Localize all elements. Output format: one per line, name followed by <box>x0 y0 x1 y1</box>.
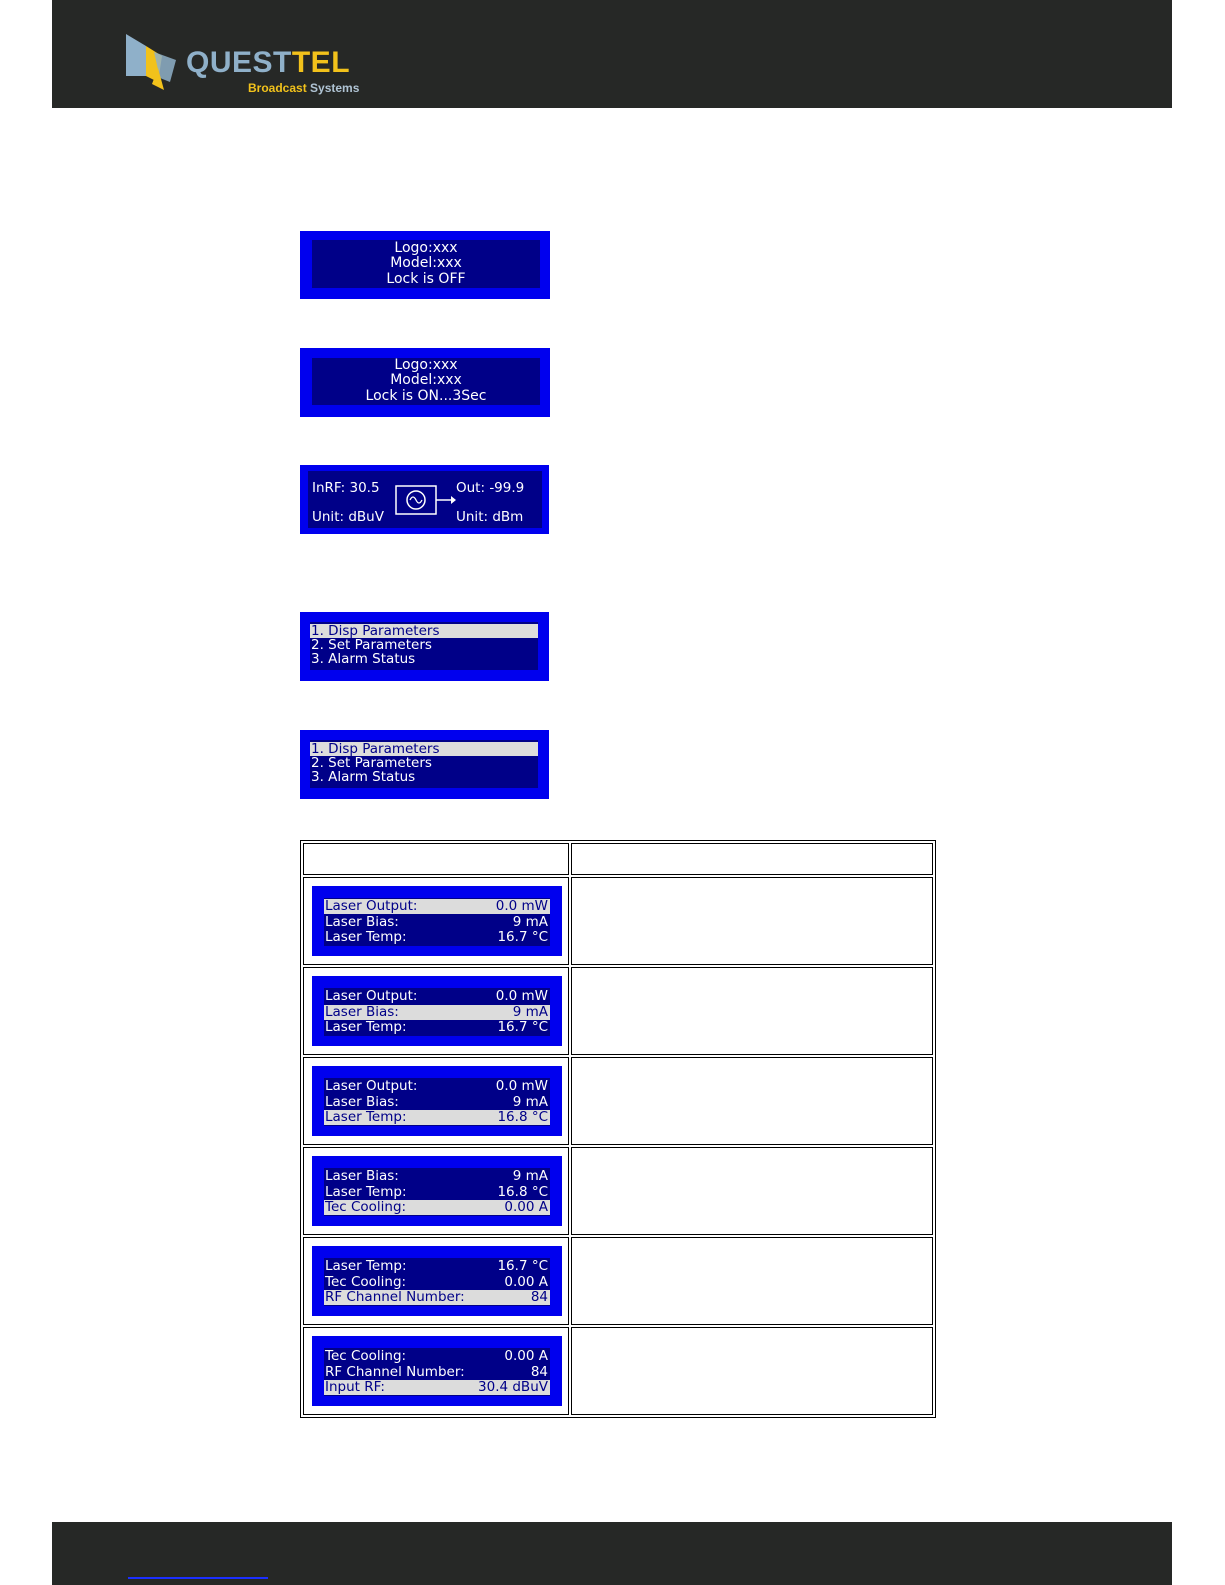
table-row-description <box>571 967 933 1055</box>
param-row: Laser Temp: 16.8 °C <box>325 1184 548 1200</box>
input-rf-unit: Unit: dBuV <box>312 509 384 525</box>
param-row: Tec Cooling: 0.00 A <box>325 1199 548 1215</box>
brand-subtitle: Broadcast Systems <box>248 81 360 95</box>
param-row: Laser Output: 0.0 mW <box>325 898 548 914</box>
param-row: Laser Temp: 16.8 °C <box>325 1109 548 1125</box>
questtel-logo-icon <box>124 32 180 90</box>
table-row-screen <box>303 877 569 965</box>
param-row: Tec Cooling: 0.00 A <box>325 1348 548 1364</box>
param-row: Laser Bias: 9 mA <box>325 914 548 930</box>
lcd-parameters <box>312 1066 562 1136</box>
lcd-parameters <box>312 886 562 956</box>
amplifier-icon <box>395 485 457 515</box>
table-row-description <box>571 1057 933 1145</box>
menu-item-set-parameters[interactable]: 2. Set Parameters <box>311 637 432 653</box>
lcd-line-logo: Logo:xxx <box>394 357 458 373</box>
output-rf-unit: Unit: dBm <box>456 509 524 525</box>
table-row-screen <box>303 1327 569 1415</box>
parameters-table <box>300 840 936 1418</box>
lcd-line-model: Model:xxx <box>390 255 462 271</box>
param-row: Input RF: 30.4 dBuV <box>325 1379 548 1395</box>
lcd-lock-on <box>300 348 550 417</box>
output-rf-value: Out: -99.9 <box>456 480 525 496</box>
param-row: RF Channel Number: 84 <box>325 1364 548 1380</box>
table-row-screen <box>303 1057 569 1145</box>
param-row: Laser Temp: 16.7 °C <box>325 929 548 945</box>
param-row: Laser Bias: 9 mA <box>325 1168 548 1184</box>
lcd-rf-status <box>300 465 549 534</box>
brand-name: QUESTTEL <box>186 46 351 79</box>
param-row: RF Channel Number: 84 <box>325 1289 548 1305</box>
input-rf-value: InRF: 30.5 <box>312 480 380 496</box>
lcd-parameters <box>312 1156 562 1226</box>
param-row: Laser Bias: 9 mA <box>325 1094 548 1110</box>
param-row: Tec Cooling: 0.00 A <box>325 1274 548 1290</box>
lcd-lock-off <box>300 231 550 299</box>
footer-bar <box>52 1522 1172 1585</box>
param-row: Laser Temp: 16.7 °C <box>325 1258 548 1274</box>
table-row-description <box>571 1327 933 1415</box>
lcd-main-menu-2 <box>300 730 549 799</box>
lcd-line-logo: Logo:xxx <box>394 240 458 256</box>
param-row: Laser Output: 0.0 mW <box>325 1078 548 1094</box>
lcd-line-lock: Lock is ON...3Sec <box>365 388 487 404</box>
param-row: Laser Bias: 9 mA <box>325 1004 548 1020</box>
menu-item-disp-parameters[interactable]: 1. Disp Parameters <box>310 624 538 638</box>
lcd-line-model: Model:xxx <box>390 372 462 388</box>
footer-link-underline[interactable] <box>128 1577 268 1579</box>
lcd-parameters <box>312 1246 562 1316</box>
table-row-description <box>571 877 933 965</box>
table-row-description <box>571 1237 933 1325</box>
menu-item-set-parameters[interactable]: 2. Set Parameters <box>311 755 432 771</box>
lcd-line-lock: Lock is OFF <box>386 271 466 287</box>
table-row-screen <box>303 1237 569 1325</box>
table-header-cell <box>303 843 569 875</box>
menu-item-alarm-status[interactable]: 3. Alarm Status <box>311 769 416 785</box>
menu-item-disp-parameters[interactable]: 1. Disp Parameters <box>310 742 538 756</box>
lcd-parameters <box>312 1336 562 1406</box>
param-row: Laser Output: 0.0 mW <box>325 988 548 1004</box>
table-row-screen <box>303 1147 569 1235</box>
header-bar <box>52 0 1172 108</box>
table-row-description <box>571 1147 933 1235</box>
table-header-cell <box>571 843 933 875</box>
menu-item-alarm-status[interactable]: 3. Alarm Status <box>311 651 416 667</box>
param-row: Laser Temp: 16.7 °C <box>325 1019 548 1035</box>
table-row-screen <box>303 967 569 1055</box>
lcd-main-menu <box>300 612 549 681</box>
lcd-parameters <box>312 976 562 1046</box>
